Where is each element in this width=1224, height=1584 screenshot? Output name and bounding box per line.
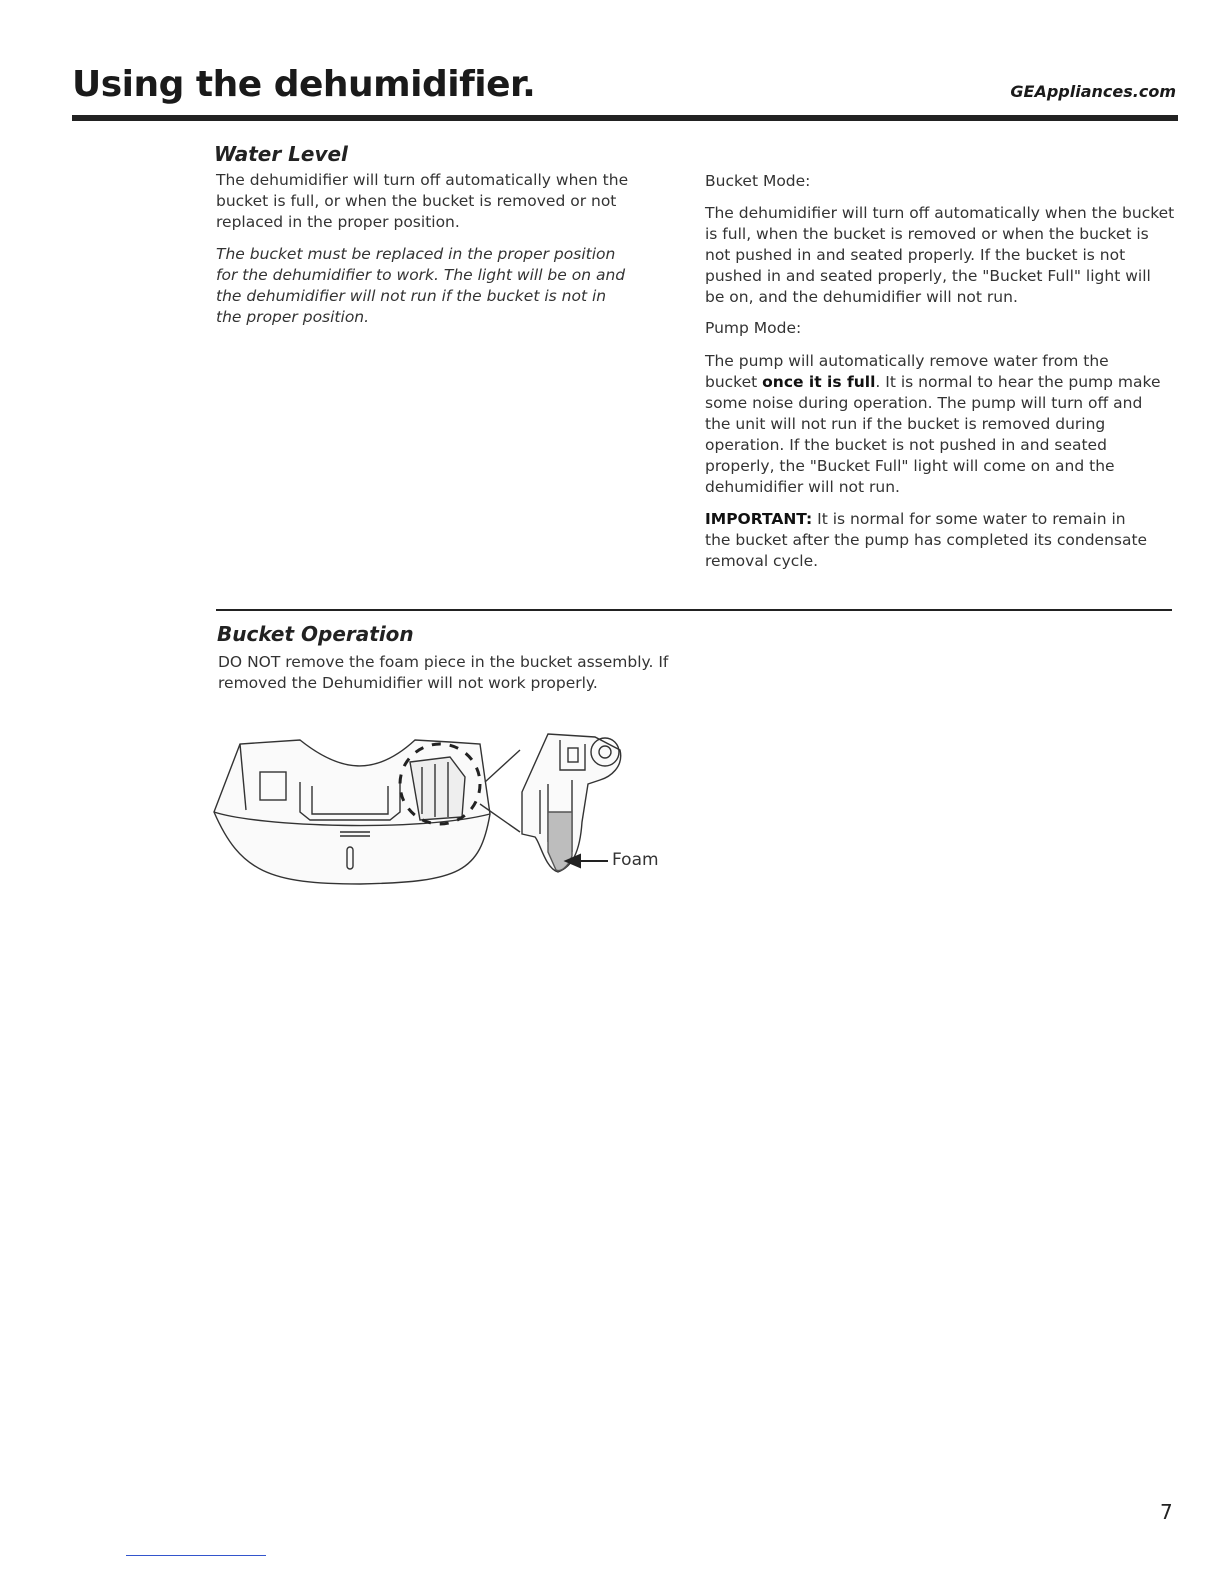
- important-text: It is normal for some water to remain in the bucket after the pump has completed its condensate removal cycle.: [705, 510, 1148, 570]
- section-divider: [216, 609, 1172, 611]
- page-number: 7: [1160, 1500, 1173, 1524]
- pump-mode-text-before: The pump will automatically remove water from the bucket: [705, 352, 1109, 391]
- page-title: Using the dehumidifier.: [72, 64, 536, 105]
- enlarged-foam-part: [522, 734, 621, 872]
- water-level-note: The bucket must be replaced in the proper position for the dehumidifier to work. The light will be on and the dehumidifier will not run if the bucket is not in the proper position.: [216, 245, 626, 326]
- bucket-foam-illustration: [200, 722, 680, 892]
- bucket-mode-text: The dehumidifier will turn off automatically when the bucket is full, when the bucket is removed or when the bucket is not pushed in and seated properly. If the bucket is not pushed in and seated properly, the "Bucket Full" light will be on, and the dehumidifier will not run.: [705, 204, 1175, 306]
- footer-link-underline: [126, 1555, 266, 1556]
- bucket-drawing: [214, 740, 490, 884]
- website-link[interactable]: GEAppliances.com: [1010, 82, 1176, 101]
- pump-mode-text: [705, 351, 1165, 498]
- bucket-mode-label: Bucket Mode:: [705, 172, 811, 190]
- pump-mode-label: Pump Mode:: [705, 319, 802, 337]
- water-level-paragraph: The dehumidifier will turn off automatically when the bucket is full, or when the bucket is removed or not replaced in the proper position.: [216, 171, 629, 231]
- important-note: [705, 509, 1155, 572]
- water-level-heading: Water Level: [214, 142, 348, 166]
- pump-mode-text-bold: once it is full: [762, 373, 876, 391]
- pump-mode-text-after: . It is normal to hear the pump make some noise during operation. The pump will turn off and the unit will not run if the bucket is removed during operation. If the bucket is not pushed in and seated properly, the "Bucket Full" light will come on and the dehumidifier will not run.: [705, 373, 1161, 496]
- bucket-operation-heading: Bucket Operation: [217, 622, 414, 646]
- important-label: IMPORTANT:: [705, 510, 813, 528]
- header-divider: [72, 115, 1178, 121]
- leader-line-top: [485, 750, 520, 782]
- bucket-operation-text: DO NOT remove the foam piece in the bucket assembly. If removed the Dehumidifier will not work properly.: [218, 653, 669, 692]
- foam-label: Foam: [612, 850, 659, 870]
